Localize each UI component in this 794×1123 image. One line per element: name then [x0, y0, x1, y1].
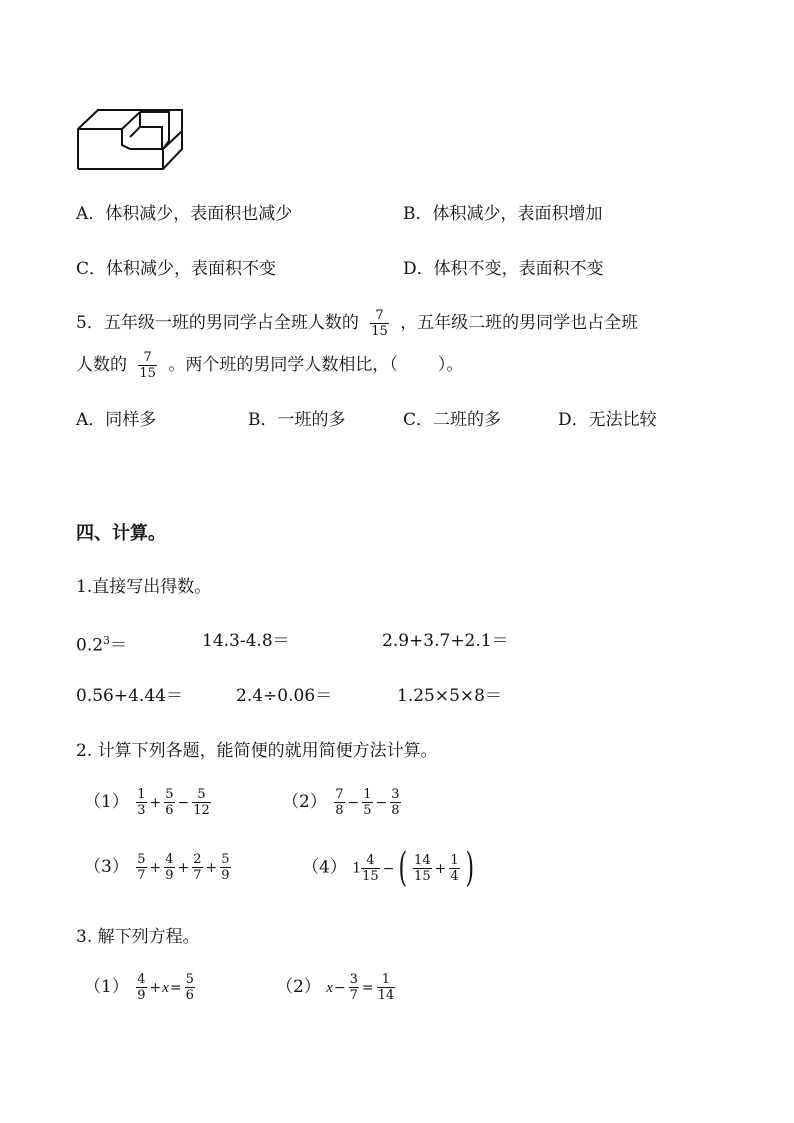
operator: +	[149, 795, 162, 811]
fraction	[136, 852, 146, 883]
denominator: 6	[185, 988, 194, 1003]
option-b[interactable]: B．体积减少，表面积增加	[403, 204, 603, 224]
question-5-text-3: 人数的	[76, 355, 127, 375]
fraction-7-15	[138, 350, 157, 381]
fraction	[349, 972, 359, 1003]
numerator: 4	[165, 852, 174, 867]
fraction	[377, 972, 396, 1003]
operator: −	[333, 980, 346, 996]
numerator: 1	[363, 787, 372, 802]
numerator: 4	[137, 972, 146, 987]
calc-0-2-cubed	[76, 630, 127, 657]
base-value: 0.2	[76, 635, 104, 656]
item-label: （2）	[282, 792, 327, 812]
question-5-text-1: 5．五年级一班的男同学占全班人数的	[76, 313, 359, 333]
denominator: 9	[165, 868, 174, 883]
q5-option-c[interactable]: C．二班的多	[403, 410, 502, 430]
denominator: 7	[193, 868, 202, 883]
operator: +	[205, 860, 218, 876]
denominator: 15	[362, 868, 379, 884]
fraction-denominator: 15	[371, 324, 388, 339]
denominator: 15	[414, 868, 431, 884]
numerator: 14	[414, 852, 431, 868]
q5-option-a[interactable]: A．同样多	[76, 410, 157, 430]
numerator: 1	[450, 852, 459, 868]
fraction-7-15	[370, 308, 389, 339]
numerator: 4	[366, 852, 375, 868]
expression-4	[302, 845, 477, 891]
denominator: 7	[349, 988, 358, 1003]
denominator: 5	[363, 803, 372, 818]
numerator: 1	[381, 972, 391, 987]
fraction	[164, 787, 174, 818]
numerator: 5	[197, 787, 206, 802]
cut-cuboid-figure	[74, 105, 186, 173]
item-label: （4）	[302, 857, 347, 878]
operator: −	[347, 795, 360, 811]
option-c[interactable]: C．体积减少，表面积不变	[76, 259, 277, 279]
numerator: 7	[335, 787, 344, 802]
operator: −	[375, 795, 388, 811]
calc-decimal-add: 0.56+4.44＝	[76, 686, 183, 706]
equals-sign: ＝	[110, 635, 128, 656]
equals-sign: =	[169, 980, 182, 996]
calc-division: 2.4÷0.06＝	[236, 686, 333, 706]
fraction	[164, 852, 174, 883]
expression-2	[282, 787, 403, 818]
denominator: 9	[137, 988, 146, 1003]
calc-addition: 2.9+3.7+2.1＝	[382, 631, 509, 651]
denominator: 3	[137, 803, 146, 818]
equation-1	[84, 972, 197, 1003]
variable-x: x	[326, 980, 333, 996]
section-title: 四、计算。	[76, 523, 166, 544]
operator: −	[177, 795, 190, 811]
numerator: 5	[221, 852, 230, 867]
fraction	[449, 853, 459, 884]
equation-2	[276, 972, 397, 1003]
fraction	[361, 853, 380, 884]
denominator: 7	[137, 868, 146, 883]
numerator: 2	[193, 852, 202, 867]
equals-sign: =	[361, 980, 374, 996]
denominator: 8	[335, 803, 344, 818]
question-5-text-2: ，五年级二班的男同学也占全班	[400, 313, 639, 333]
denominator: 9	[221, 868, 230, 883]
item-label: （1）	[84, 792, 129, 812]
expression-3	[84, 852, 233, 883]
calc-subtraction: 14.3-4.8＝	[202, 631, 290, 651]
operator: +	[149, 980, 162, 996]
calc-multiplication: 1.25×5×8＝	[397, 686, 502, 706]
denominator: 14	[377, 988, 395, 1003]
fraction	[390, 787, 400, 818]
part-1-title: 1.直接写出得数。	[76, 577, 212, 597]
fraction-numerator: 7	[143, 350, 152, 365]
fraction	[192, 852, 202, 883]
operator: +	[177, 860, 190, 876]
whole-number: 1	[352, 860, 362, 877]
fraction	[334, 787, 344, 818]
right-parenthesis: )	[465, 845, 474, 891]
numerator: 5	[137, 852, 146, 867]
item-label: （3）	[84, 857, 129, 877]
question-5-line-1	[76, 308, 638, 339]
denominator: 8	[391, 803, 400, 818]
item-label: （1）	[84, 977, 129, 997]
fraction	[136, 787, 146, 818]
fraction	[185, 972, 195, 1003]
expression-1	[84, 787, 213, 818]
operator: +	[149, 860, 162, 876]
q5-option-d[interactable]: D．无法比较	[558, 410, 657, 430]
denominator: 6	[165, 803, 174, 818]
question-5-text-5: ）。	[437, 355, 464, 375]
question-5-text-4: 。两个班的男同学人数相比，（	[168, 355, 398, 375]
numerator: 1	[137, 787, 146, 802]
q5-option-b[interactable]: B．一班的多	[248, 410, 346, 430]
numerator: 3	[391, 787, 400, 802]
fraction	[413, 853, 432, 884]
numerator: 5	[185, 972, 194, 987]
question-5-line-2	[76, 350, 463, 381]
option-d[interactable]: D．体积不变，表面积不变	[403, 259, 604, 279]
left-parenthesis: (	[398, 845, 408, 891]
exponent: 3	[103, 634, 111, 647]
numerator: 5	[165, 787, 174, 802]
denominator: 4	[450, 868, 459, 884]
numerator: 3	[349, 972, 358, 987]
fraction-denominator: 15	[139, 366, 156, 381]
operator: −	[382, 860, 395, 877]
fraction	[220, 852, 230, 883]
variable-x: x	[162, 980, 169, 996]
part-3-title: 3. 解下列方程。	[76, 927, 200, 947]
fraction	[136, 972, 146, 1003]
option-a[interactable]: A．体积减少，表面积也减少	[76, 204, 293, 224]
fraction	[192, 787, 211, 818]
operator: +	[434, 860, 447, 877]
item-label: （2）	[276, 977, 321, 997]
fraction-numerator: 7	[375, 308, 384, 323]
part-2-title: 2. 计算下列各题，能简便的就用简便方法计算。	[76, 741, 438, 761]
fraction	[362, 787, 372, 818]
denominator: 12	[193, 803, 210, 818]
